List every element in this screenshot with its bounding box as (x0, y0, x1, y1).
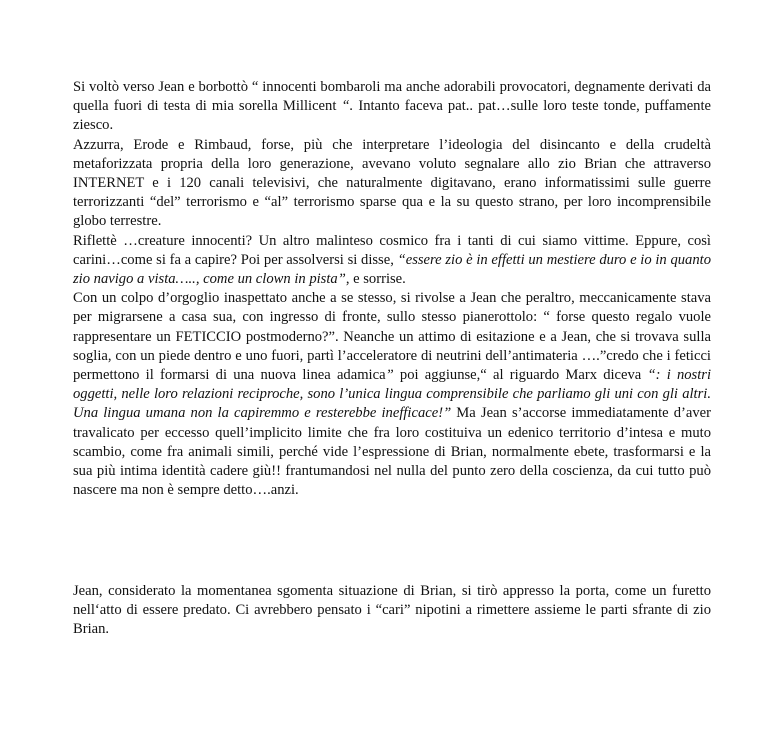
italic-text-run: “. (341, 98, 359, 115)
main-text-block (73, 78, 711, 500)
paragraph (73, 232, 711, 290)
text-run: Riflettè …creature innocenti? Un altro malinteso cosmico fra i tanti di cui siamo vittime. Eppure, così carini…come si fa a capire? Poi per assolversi si disse, (73, 232, 711, 268)
italic-text-run: ” (385, 367, 400, 384)
text-run: Ma Jean s’accorse immediatamente d’aver travalicato per eccesso quell’implicito limite che fra loro costituiva un edenico territorio d’intesa e muto scambio, come fra animali simili, perché vide l’espressione di Brian, normalmente ebete, trasformarsi e la sua più intima identità cadere giù!! frantumandosi nel nulla del punto zero della coscienza, da cui tutto può nascere ma non è sempre detto….anzi. (73, 405, 711, 499)
italic-text-run: “: i nostri oggetti, nelle loro relazioni reciproche, sono l’unica lingua comprensibile che parliamo gli uni con gli altri. Una lingua umana non la capiremmo e resterebbe inefficace!” (73, 367, 712, 422)
paragraph (73, 582, 711, 640)
text-run: , e sorrise. (345, 271, 406, 288)
paragraph (73, 289, 711, 500)
text-run: Si voltò verso Jean e borbottò “ innocenti bombaroli ma anche adorabili provocatori, degnamente derivati da quella fuori di testa di mia sorella Millicent (73, 79, 711, 115)
text-run: Azzurra, Erode e Rimbaud, forse, più che interpretare l’ideologia del disincanto e della crudeltà metaforizzata propria della loro generazione, avevano voluto segnalare allo zio Brian che attraverso INTERNET e i 120 canali televisivi, che naturalmente digitavano, erano informatissimi sulle guerre terrorizzanti “del” terrorismo e “al” terrorismo sparse qua e la su questo strano, per loro incomprensibile globo terrestre. (73, 136, 711, 230)
closing-text-block (73, 582, 711, 640)
paragraph (73, 136, 711, 232)
text-run: poi aggiunse,“ al riguardo Marx diceva (399, 367, 648, 384)
text-run: Jean, considerato la momentanea sgomenta situazione di Brian, si tirò appresso la porta, come un furetto nell‘atto di essere predato. Ci avrebbero pensato i “cari” nipotini a rimettere assieme le parti sfrante di zio Brian. (73, 583, 711, 638)
text-run: Intanto faceva pat.. pat…sulle loro teste tonde, puffamente ziesco. (73, 98, 711, 134)
text-run: Con un colpo d’orgoglio inaspettato anche a se stesso, si rivolse a Jean che peraltro, meccanicamente stava per migrarsene a casa sua, con ingresso di fronte, sullo stesso pianerottolo: “ forse questo regalo vuole rappresentare un FETICCIO postmoderno?”. Neanche un attimo di esitazione e a Jean, che si trovava sulla soglia, con un piede dentro e uno fuori, partì l’acceleratore di neutrini dell’antimateria ….”credo che i feticci permettono il formarsi di una nuova linea adamica (73, 290, 711, 384)
italic-text-run: “essere zio è in effetti un mestiere duro e io in quanto zio navigo a vista….., come un clown in pista” (73, 251, 711, 288)
paragraph (73, 78, 711, 136)
